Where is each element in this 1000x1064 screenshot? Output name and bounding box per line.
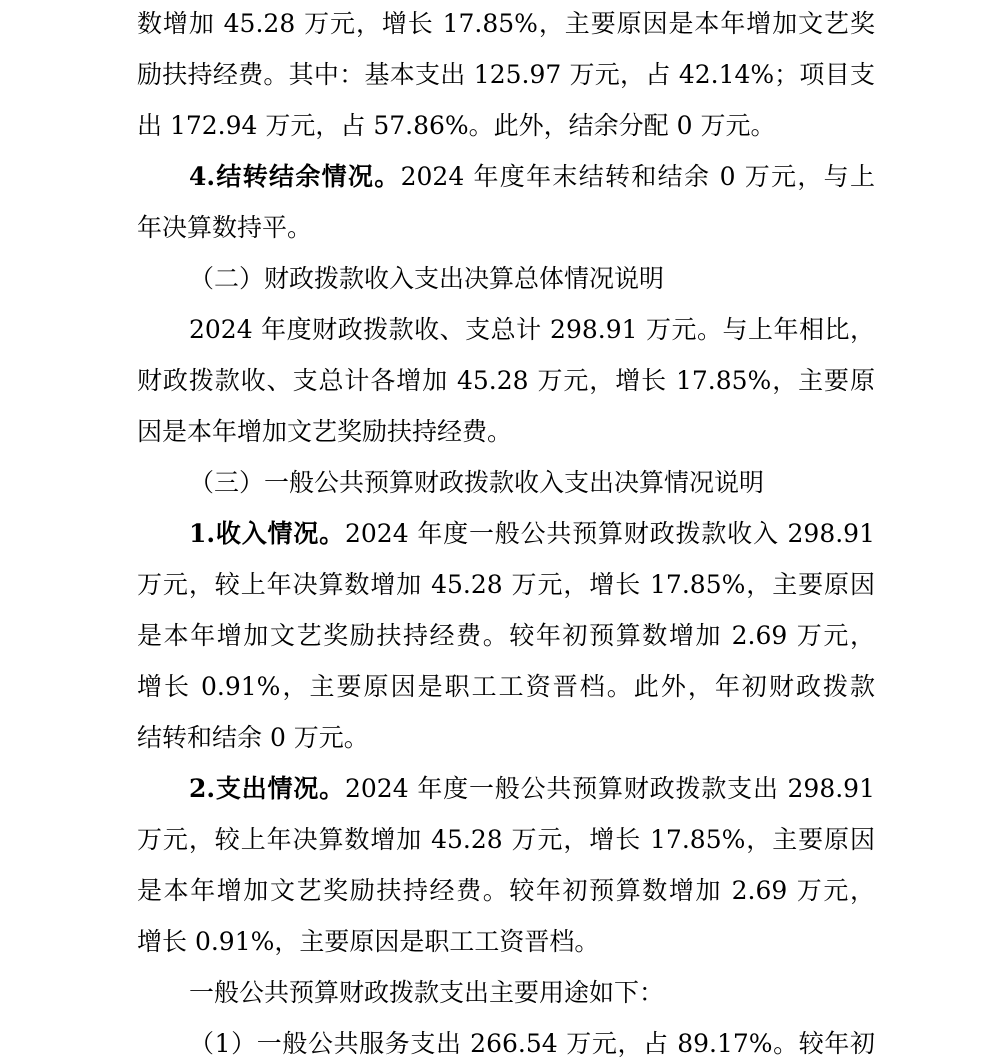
- expense-paragraph: [189, 769, 875, 809]
- paragraph-line: 年决算数持平。: [137, 213, 313, 242]
- paragraph-line: 结转和结余 0 万元。: [137, 723, 369, 752]
- paragraph-line: 万元，较上年决算数增加 45.28 万元，增长 17.85%，主要原因: [137, 570, 875, 599]
- paragraph-line: 2024 年度财政拨款收、支总计 298.91 万元。与上年相比，: [189, 315, 875, 344]
- income-text: 2024 年度一般公共预算财政拨款收入 298.91: [344, 519, 875, 548]
- paragraph-line: 财政拨款收、支总计各增加 45.28 万元，增长 17.85%，主要原: [137, 366, 875, 395]
- carryover-text: 2024 年度年末结转和结余 0 万元，与上: [400, 162, 875, 191]
- paragraph-line: 数增加 45.28 万元，增长 17.85%，主要原因是本年增加文艺奖: [137, 9, 875, 38]
- expense-text: 2024 年度一般公共预算财政拨款支出 298.91: [344, 774, 875, 803]
- paragraph-line: 万元，较上年决算数增加 45.28 万元，增长 17.85%，主要原因: [137, 825, 875, 854]
- section-heading-two: （二）财政拨款收入支出决算总体情况说明: [189, 264, 665, 293]
- paragraph-line: 是本年增加文艺奖励扶持经费。较年初预算数增加 2.69 万元，: [137, 621, 875, 650]
- paragraph-line: 出 172.94 万元，占 57.86%。此外，结余分配 0 万元。: [137, 111, 776, 140]
- income-heading: 1.收入情况。: [189, 519, 345, 548]
- paragraph-line: （1）一般公共服务支出 266.54 万元，占 89.17%。较年初: [189, 1029, 875, 1058]
- income-paragraph: [189, 514, 875, 554]
- paragraph-line: 励扶持经费。其中：基本支出 125.97 万元，占 42.14%；项目支: [137, 60, 875, 89]
- paragraph-line: 是本年增加文艺奖励扶持经费。较年初预算数增加 2.69 万元，: [137, 876, 875, 905]
- paragraph-line: 一般公共预算财政拨款支出主要用途如下：: [189, 978, 665, 1007]
- paragraph-line: 因是本年增加文艺奖励扶持经费。: [137, 417, 513, 446]
- carryover-heading: 4.结转结余情况。: [189, 162, 401, 191]
- section-heading-three: （三）一般公共预算财政拨款收入支出决算情况说明: [189, 468, 765, 497]
- paragraph-line: 增长 0.91%，主要原因是职工工资晋档。此外，年初财政拨款: [137, 672, 875, 701]
- carryover-paragraph: [189, 157, 875, 197]
- paragraph-line: 增长 0.91%，主要原因是职工工资晋档。: [137, 927, 600, 956]
- expense-heading: 2.支出情况。: [189, 774, 345, 803]
